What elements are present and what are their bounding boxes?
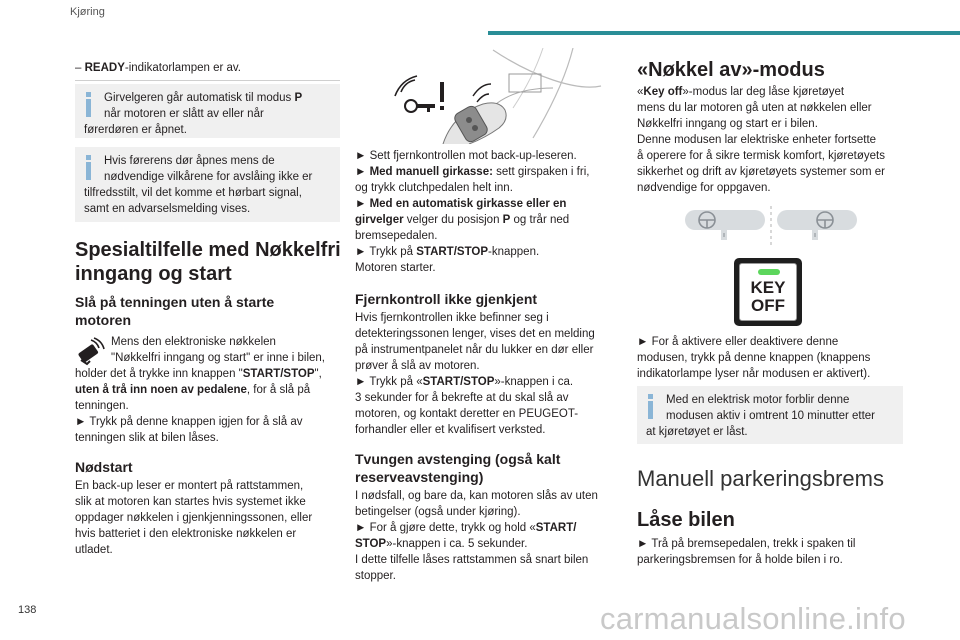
- section-label: Kjøring: [70, 6, 105, 18]
- key-off-button-face: [739, 263, 797, 321]
- heading-key-off-mode: «Nøkkel av»-modus: [637, 59, 825, 81]
- section-heading: Spesialtilfelle med Nøkkelfri inngang og start: [75, 239, 341, 285]
- paragraph-emergency-start: En back-up leser er montert på rattstammen, slik at motoren kan startes hvis systemet ikke oppdager nøkkelen i gjenkjenningssonen, eller hvis batteriet i den elektroniske nøkkelen er utladet.: [75, 480, 313, 556]
- header-accent-bar: [488, 31, 960, 35]
- info-icon: [646, 394, 658, 418]
- page-number: 138: [18, 604, 37, 616]
- paragraph-backup-start: ► Sett fjernkontrollen mot back-up-leseren. ► Med manuell girkasse: sett girspaken i fri, og trykk clutchpedalen helt inn. ► Med en automatisk girkasse eller en girvelger velger du posisjon P og trår ned bremsepedalen. ► Trykk på START/STOP-knappen. Motoren starter.: [355, 150, 590, 274]
- info-icon: [84, 155, 96, 179]
- info-icon: [84, 92, 96, 116]
- paragraph-remote-not-detected: Hvis fjernkontrollen ikke befinner seg i detekteringssonen lenger, vises det en melding på instrumentpanelet når du lukker en dør eller prøver å slå av motoren. ► Trykk på «START/STOP»-knappen i ca. 3 sekunder for å bekrefte at du skal slå av motoren, og kontakt deretter en PEUGEOT- forhandler eller et kvalifisert verksted.: [355, 312, 595, 436]
- paragraph-ignition: Mens den elektroniske nøkkelen "Nøkkelfri inngang og start" er inne i bilen, holder det å trykke inn knappen "START/STOP", uten å trå inn noen av pedalene, for å slå på tenningen. ► Trykk på denne knappen igjen for å slå av tenningen slik at bilen låses.: [75, 336, 325, 444]
- watermark: carmanualsonline.info: [600, 601, 906, 636]
- key-off-button[interactable]: [734, 258, 802, 326]
- info-note-3: Med en elektrisk motor forblir denne modusen aktiv i omtrent 10 minutter etter at kjøretøyet er låst.: [637, 386, 903, 444]
- divider: [75, 80, 340, 81]
- subheading-remote-not-detected: Fjernkontroll ikke gjenkjent: [355, 291, 538, 307]
- info-note-1: Girvelgeren går automatisk til modus P når motoren er slått av eller når førerdøren er åpnet.: [75, 84, 340, 138]
- paragraph-activate-key-off: ► For å aktivere eller deaktivere denne modusen, trykk på denne knappen (knappens indikatorlampe lyser når modusen er aktivert).: [637, 336, 871, 380]
- key-off-label: KEY OFF: [750, 278, 786, 315]
- paragraph-forced-shutdown: I nødsfall, og bare da, kan motoren slås av uten betingelser (også under kjøring). ► For å gjøre dette, trykk og hold «START/ STOP»-knappen i ca. 5 sekunder. I dette tilfelle låses rattstammen så snart bilen stopper.: [355, 490, 598, 582]
- key-off-indicator-led: [758, 269, 780, 275]
- paragraph-lock-car: ► Trå på bremsepedalen, trekk i spaken til parkeringsbremsen for å holde bilen i ro.: [637, 538, 856, 566]
- ready-line: – READY-indikatorlampen er av.: [75, 62, 241, 74]
- paragraph-key-off: «Key off»-modus lar deg låse kjøretøyet mens du lar motoren gå uten at nøkkelen eller Nøkkelfri inngang og start er i bilen. Denne modusen lar elektriske enheter fortsette å operere for å sikre termisk komfort, kjøretøyets sikkerhet og drift av kjøretøyets systemer som er nødvendige for oppgaven.: [637, 86, 885, 194]
- subheading-forced-shutdown: Tvungen avstenging (også kalt reserveavstenging): [355, 451, 561, 485]
- steering-wheel-illustration: [685, 206, 865, 246]
- info-note-2: Hvis førerens dør åpnes mens de nødvendige vilkårene for avslåing ikke er tilfredsstilt, vil det komme et hørbart signal, samt en advarselsmelding vises.: [75, 147, 340, 222]
- subheading-lock-car: Låse bilen: [637, 509, 735, 531]
- subheading-ignition: Slå på tenningen uten å starte motoren: [75, 294, 275, 328]
- section-heading-parking-brake: Manuell parkeringsbrems: [637, 466, 884, 491]
- key-warning-icon: [395, 76, 444, 112]
- subheading-emergency-start: Nødstart: [75, 459, 133, 475]
- backup-reader-illustration: [373, 48, 603, 144]
